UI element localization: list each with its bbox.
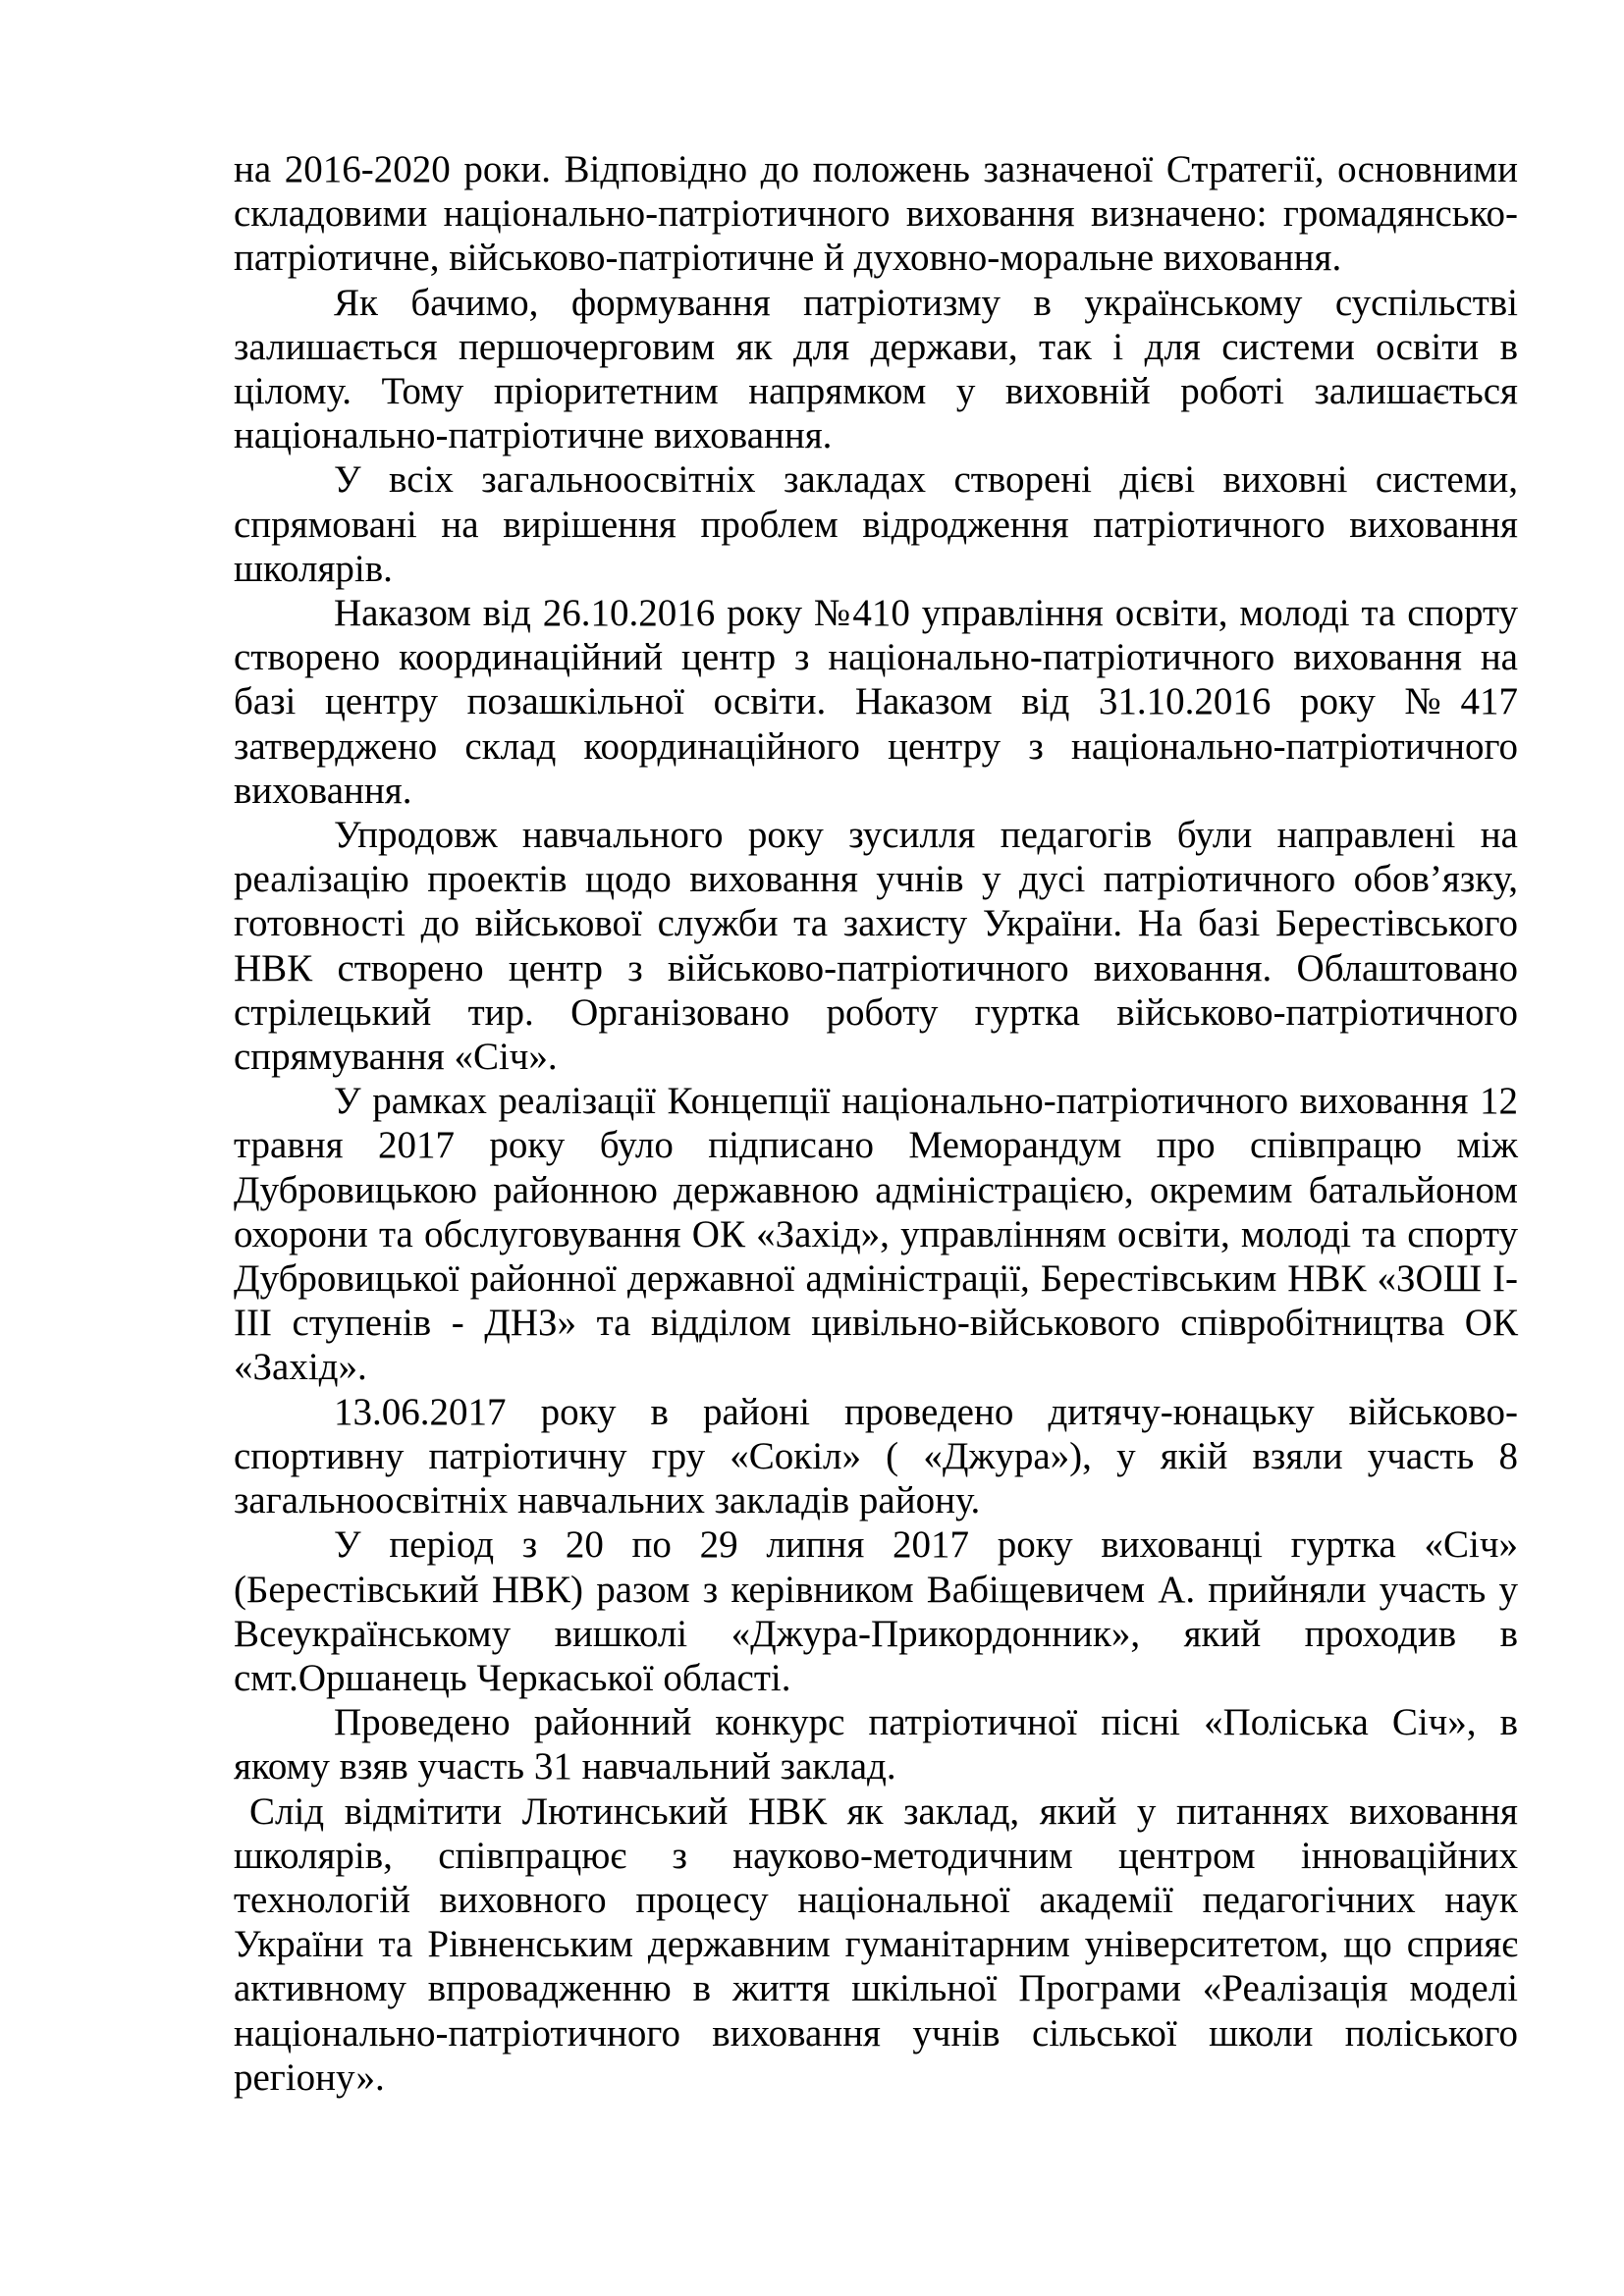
- paragraph-education-systems: У всіх загальноосвітніх закладах створені дієві виховні системи, спрямовані на вирішення проблем відродження патріотичного виховання школярів.: [234, 458, 1518, 590]
- paragraph-sokil-game: 13.06.2017 року в районі проведено дитячу-юнацьку військово-спортивну патріотичну гру «Сокіл» ( «Джура»), у якій взяли участь 8 загальноосвітніх навчальних закладів району.: [234, 1390, 1518, 1522]
- paragraph-song-contest: Проведено районний конкурс патріотичної пісні «Поліська Січ», в якому взяв участь 31 навчальний заклад.: [234, 1701, 1518, 1789]
- paragraph-lyutynsk-school: Слід відмітити Лютинський НВК як заклад, який у питаннях виховання школярів, співпрацює з науково-методичним центром інноваційних технологій виховного процесу національної академії педагогічних наук України та Рівненським державним гуманітарним університетом, що сприяє активному впровадженню в життя шкільної Програми «Реалізація моделі національно-патріотичного виховання учнів сільської школи поліського регіону».: [234, 1789, 1518, 2099]
- paragraph-strategy-components: на 2016-2020 роки. Відповідно до положень зазначеної Стратегії, основними складовими національно-патріотичного виховання визначено: громадянсько-патріотичне, військово-патріотичне й духовно-моральне виховання.: [234, 148, 1518, 280]
- document-body: [234, 147, 1518, 2100]
- paragraph-patriotism-priority: Як бачимо, формування патріотизму в українському суспільстві залишається першочерговим як для держави, так і для системи освіти в цілому. Тому пріоритетним напрямком у виховній роботі залишається національно-патріотичне виховання.: [234, 281, 1518, 457]
- paragraph-memorandum: У рамках реалізації Концепції національно-патріотичного виховання 12 травня 2017 року було підписано Меморандум про співпрацю між Дубровицькою районною державною адміністрацією, окремим батальйоном охорони та обслуговування ОК «Захід», управлінням освіти, молоді та спорту Дубровицької районної державної адміністрації, Берестівським НВК «ЗОШ І-ІІІ ступенів - ДНЗ» та відділом цивільно-військового співробітництва ОК «Захід».: [234, 1080, 1518, 1389]
- paragraph-orders: Наказом від 26.10.2016 року №410 управління освіти, молоді та спорту створено координаційний центр з національно-патріотичного виховання на базі центру позашкільної освіти. Наказом від 31.10.2016 року №417 затверджено склад координаційного центру з національно-патріотичного виховання.: [234, 592, 1518, 812]
- paragraph-dzhura-camp: У період з 20 по 29 липня 2017 року вихованці гуртка «Січ» (Берестівський НВК) разом з керівником Вабіщевичем А. прийняли участь у Всеукраїнському вишколі «Джура-Прикордонник», який проходив в смт.Оршанець Черкаської області.: [234, 1523, 1518, 1699]
- paragraph-teacher-efforts: Упродовж навчального року зусилля педагогів були направлені на реалізацію проектів щодо виховання учнів у дусі патріотичного обов’язку, готовності до військової служби та захисту України. На базі Берестівського НВК створено центр з військово-патріотичного виховання. Облаштовано стрілецький тир. Організовано роботу гуртка військово-патріотичного спрямування «Січ».: [234, 814, 1518, 1079]
